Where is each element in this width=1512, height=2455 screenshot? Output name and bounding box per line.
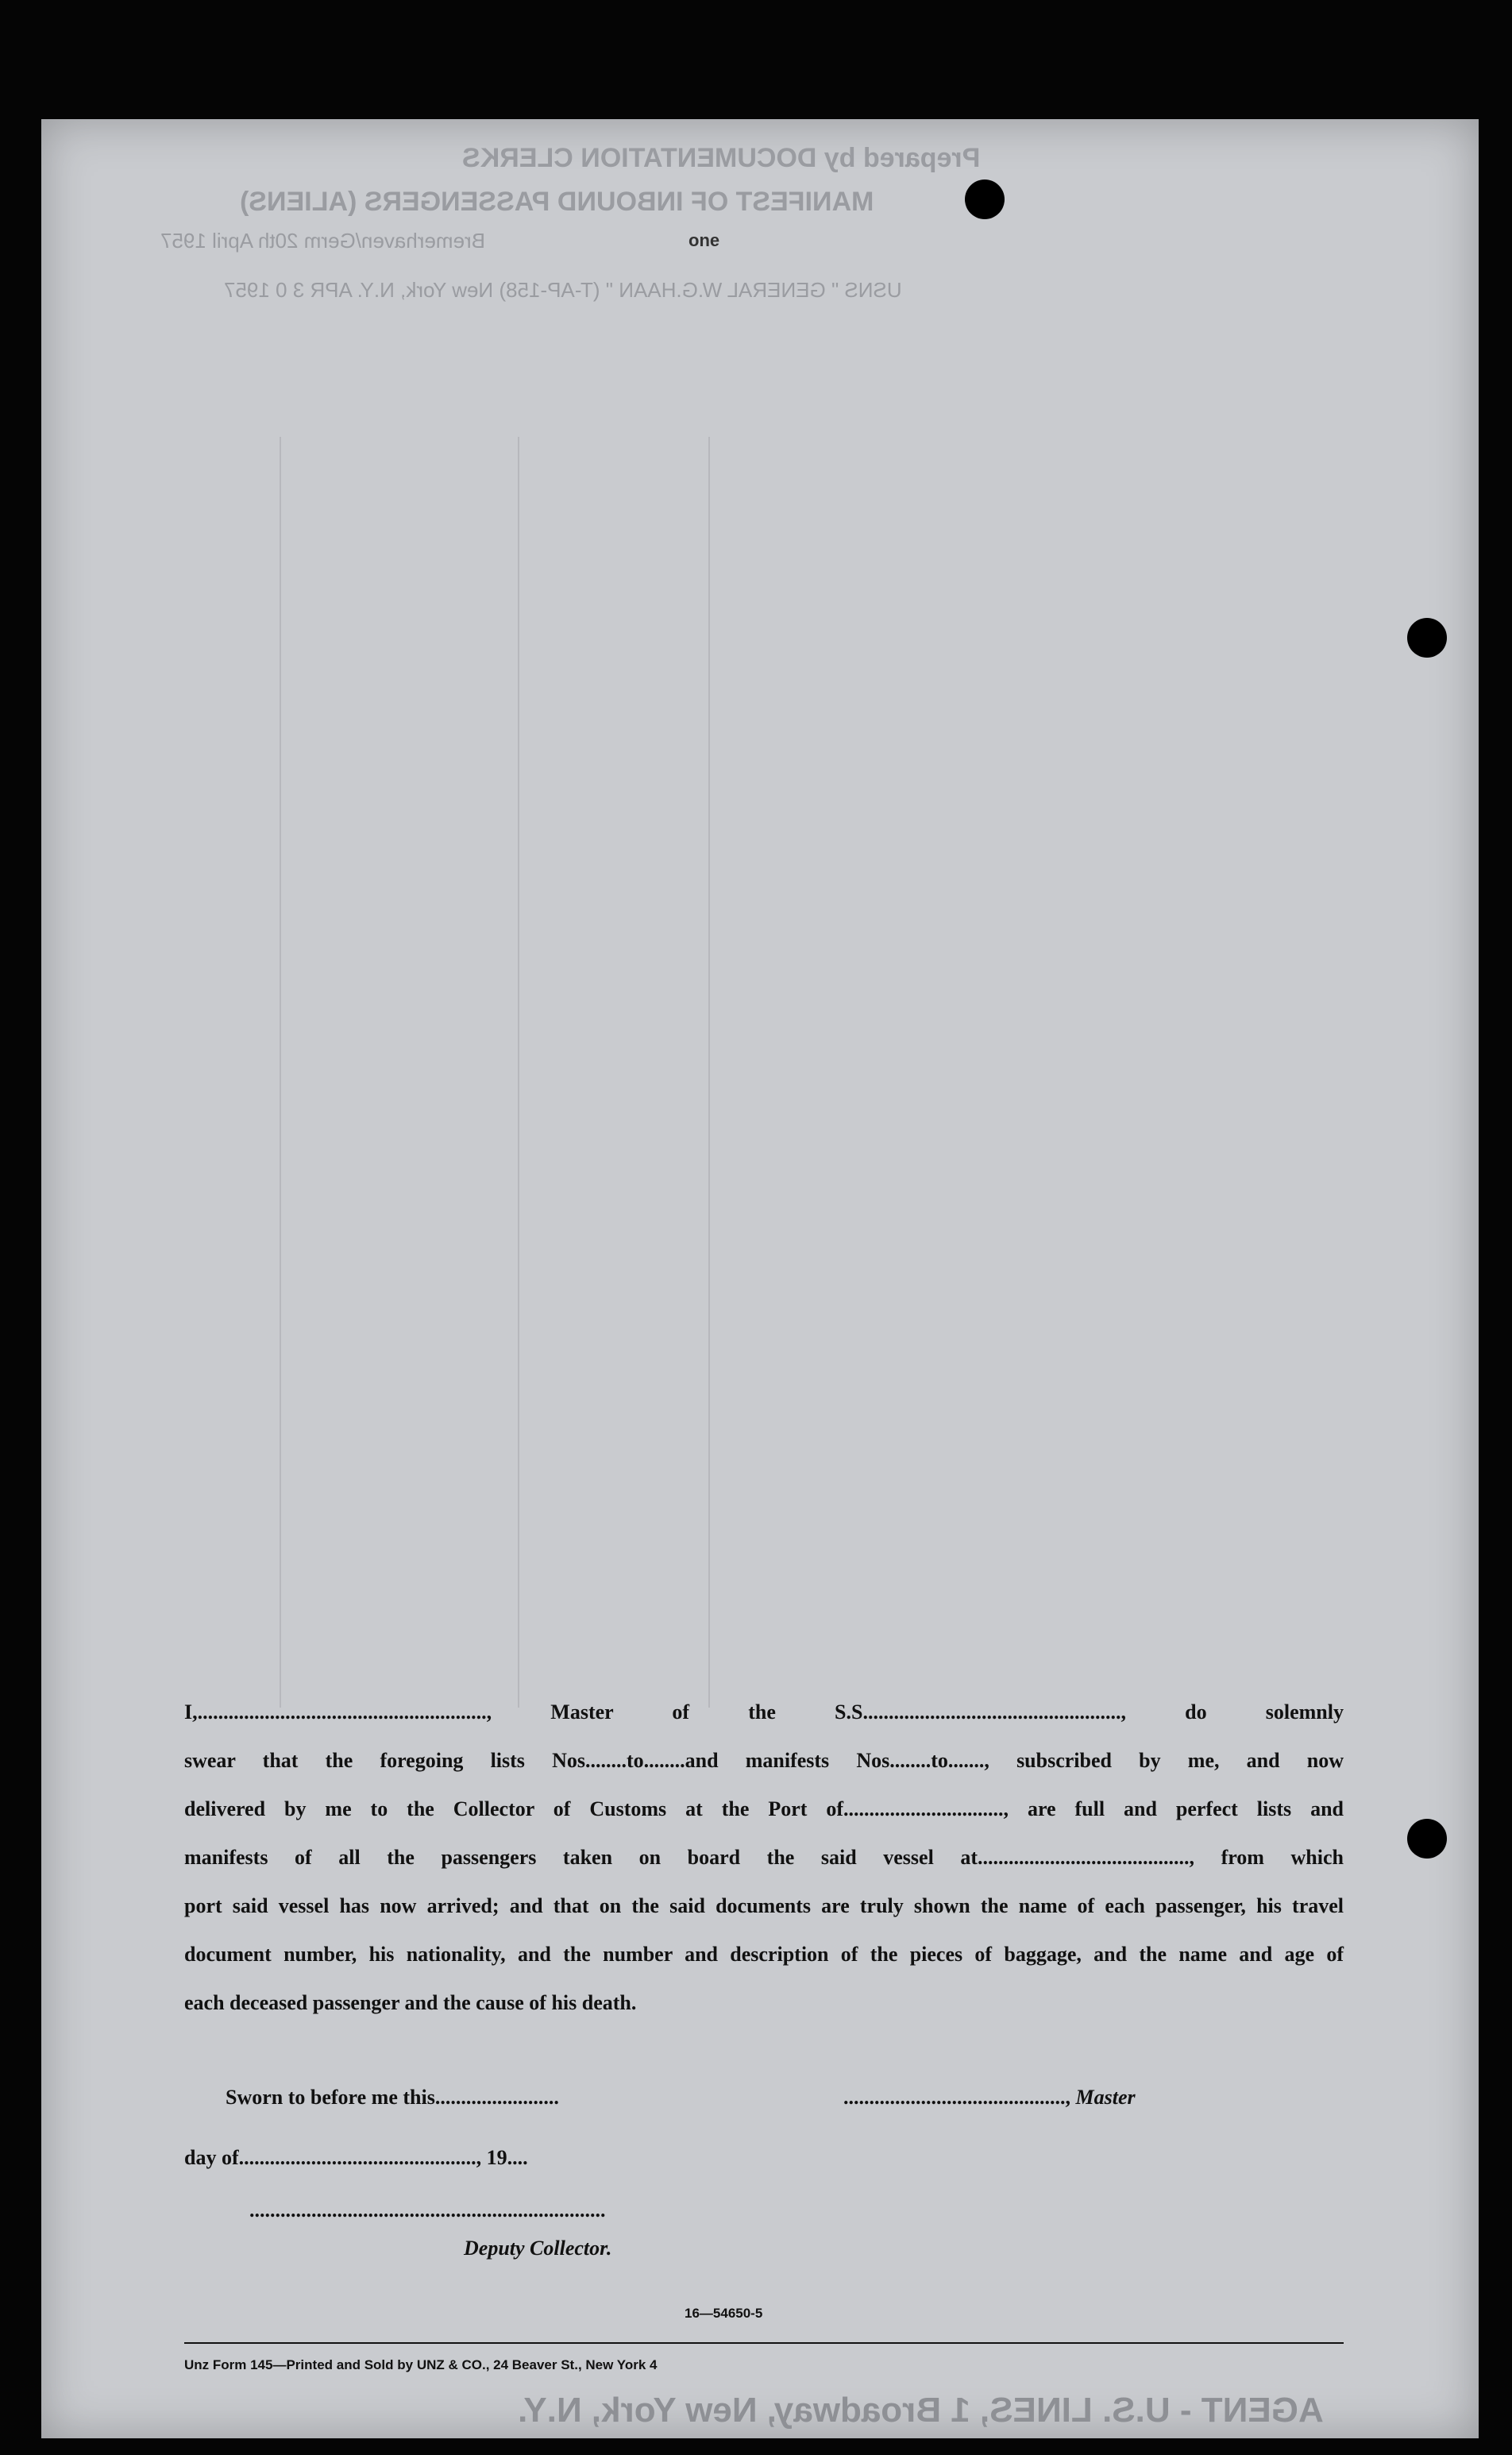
deputy-collector-label: Deputy Collector. bbox=[464, 2237, 612, 2260]
oath-line-2: swear that the foregoing lists Nos........to........and manifests Nos........to......., subscribed by me, and now bbox=[184, 1749, 1344, 1772]
day-of-line: day of.............................................., 19.... bbox=[184, 2146, 528, 2169]
footer-rule bbox=[184, 2342, 1344, 2344]
bleed-header-4: Bremerhaven/Germ 20th April 1957 bbox=[160, 229, 485, 253]
oath-statement bbox=[184, 1688, 1344, 2027]
form-number: 16—54650-5 bbox=[685, 2306, 763, 2321]
printer-credit: Unz Form 145—Printed and Sold by UNZ & CO., 24 Beaver St., New York 4 bbox=[184, 2357, 658, 2372]
bleed-column-rule bbox=[708, 437, 710, 1708]
bleed-header-5: USNS " GENERAL W.G.HAAN " (T-AP-158) New York, N.Y. APR 3 0 1957 bbox=[224, 278, 902, 302]
oath-line-1: I,........................................................, Master of the S.S.................................................., do solemnly bbox=[184, 1700, 1344, 1724]
punch-hole-lower bbox=[1407, 1819, 1447, 1859]
punch-hole-top bbox=[965, 179, 1005, 219]
bleed-header-3: one bbox=[688, 230, 720, 250]
document-page bbox=[41, 119, 1479, 2438]
bleed-header-1: Prepared by DOCUMENTATION CLERKS bbox=[462, 143, 981, 173]
oath-line-7: each deceased passenger and the cause of his death. bbox=[184, 1991, 637, 2014]
master-label: Master bbox=[1075, 2086, 1136, 2109]
master-signature-line: ..........................................., Master bbox=[843, 2086, 1136, 2109]
deputy-dots: ..................................................................... bbox=[249, 2198, 606, 2221]
oath-line-6: document number, his nationality, and the number and description of the pieces of baggage, and the name and age of bbox=[184, 1943, 1344, 1966]
bleed-header-2: MANIFEST OF INBOUND PASSENGERS (ALIENS) bbox=[240, 187, 874, 217]
sworn-before-line: Sworn to before me this........................ bbox=[226, 2086, 559, 2109]
punch-hole-middle bbox=[1407, 618, 1447, 658]
bleed-agent-line: AGENT - U.S. LINES, 1 Broadway, New York, N.Y. bbox=[518, 2391, 1324, 2430]
oath-line-4: manifests of all the passengers taken on board the said vessel at........................................., from which bbox=[184, 1846, 1344, 1869]
oath-line-5: port said vessel has now arrived; and that on the said documents are truly shown the name of each passenger, his travel bbox=[184, 1894, 1344, 1917]
oath-line-3: delivered by me to the Collector of Customs at the Port of..............................., are full and perfect lists and bbox=[184, 1797, 1344, 1820]
bleed-column-rule bbox=[518, 437, 519, 1708]
bleed-column-rule bbox=[280, 437, 281, 1708]
